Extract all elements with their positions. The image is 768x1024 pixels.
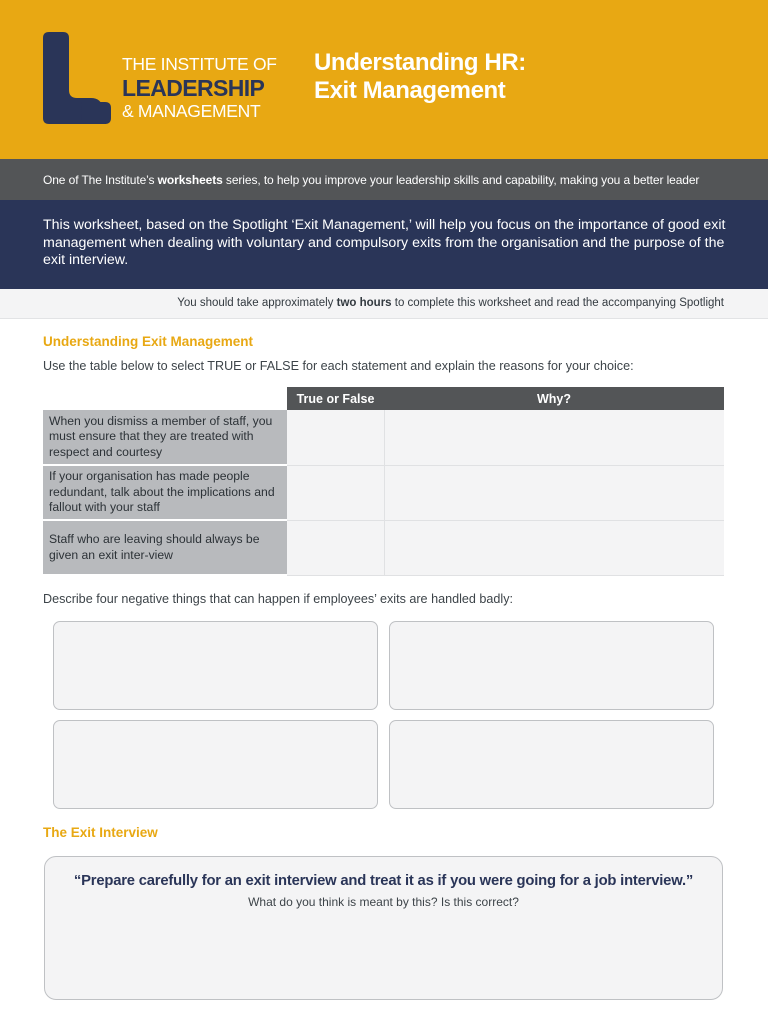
why-answer-cell[interactable] [384,410,724,465]
header-banner [0,0,768,159]
table-instruction: Use the table below to select TRUE or FALSE for each statement and explain the reasons for your choice: [43,359,634,373]
statement-cell: If your organisation has made people redundant, talk about the implications and fallout with your staff [43,465,287,520]
time-bold: two hours [336,297,392,309]
time-suffix: to complete this worksheet and read the accompanying Spotlight [391,297,724,309]
statement-cell: When you dismiss a member of staff, you must ensure that they are treated with respect and courtesy [43,410,287,465]
logo-line-3: & MANAGEMENT [122,100,261,121]
logo-line-1: THE INSTITUTE OF [122,54,277,74]
series-bold: worksheets [157,173,223,187]
table-row [43,410,724,465]
logo-line-2: LEADERSHIP [122,74,265,101]
why-answer-cell[interactable] [384,520,724,575]
series-prefix: One of The Institute’s [43,173,158,187]
table-row [43,465,724,520]
statement-cell: Staff who are leaving should always be given an exit inter-view [43,520,287,575]
true-false-answer-cell[interactable] [287,410,384,465]
exit-interview-answer-box[interactable] [44,856,723,1000]
answer-box-4[interactable] [389,720,714,809]
document-title-line-2: Exit Management [314,77,506,104]
table-header-row [43,387,724,410]
table-header-true-false: True or False [287,387,384,410]
answer-box-1[interactable] [53,621,378,710]
time-prefix: You should take approximately [177,297,337,309]
answer-box-2[interactable] [389,621,714,710]
table-row [43,520,724,575]
describe-prompt: Describe four negative things that can happen if employees’ exits are handled badly: [43,592,513,606]
document-title [314,49,526,105]
why-answer-cell[interactable] [384,465,724,520]
document-title-line-1: Understanding HR: [314,49,526,76]
true-false-answer-cell[interactable] [287,465,384,520]
exit-interview-question: What do you think is meant by this? Is this correct? [248,895,519,909]
time-estimate-bar [0,289,768,319]
table-header-blank [43,387,287,410]
section-heading-understanding: Understanding Exit Management [43,334,254,349]
true-false-answer-cell[interactable] [287,520,384,575]
section-heading-exit-interview: The Exit Interview [43,825,158,840]
true-false-table [43,387,724,576]
institute-logo-text [122,56,277,120]
intro-text: This worksheet, based on the Spotlight ‘Exit Management,’ will help you focus on the importance of good exit management when dealing with voluntary and compulsory exits from the organisation and the purpose of the exit interview. [0,200,768,289]
table-header-why: Why? [384,387,724,410]
exit-interview-quote: “Prepare carefully for an exit interview and treat it as if you were going for a job interview.” [73,873,694,889]
series-suffix: series, to help you improve your leadership skills and capability, making you a better leader [222,173,700,187]
series-bar [0,159,768,200]
institute-logo-mark [43,32,113,124]
answer-box-3[interactable] [53,720,378,809]
